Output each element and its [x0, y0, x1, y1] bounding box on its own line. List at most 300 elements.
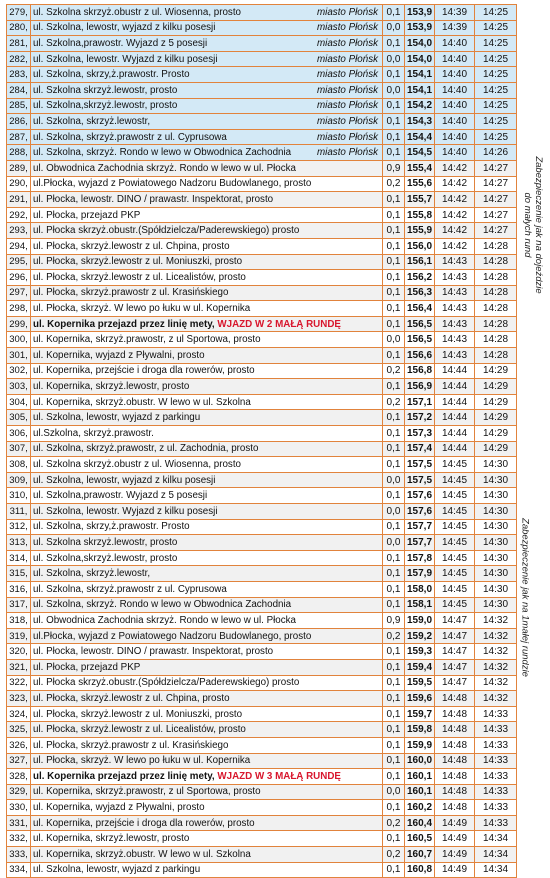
time-fast: 14:47	[435, 613, 475, 629]
route-description-text: ul. Szkolna skrzyż.obustr z ul. Wiosenna, prosto	[33, 459, 241, 471]
time-fast: 14:44	[435, 410, 475, 426]
segment-distance: 0,2	[383, 394, 405, 410]
route-description	[31, 847, 383, 863]
place-label: miasto Płońsk	[317, 84, 378, 96]
segment-distance: 0,1	[383, 426, 405, 442]
time-fast: 14:43	[435, 348, 475, 364]
cumulative-km: 157,6	[405, 488, 435, 504]
segment-distance: 0,1	[383, 488, 405, 504]
route-description-text: ul. Płocka, lewostr. DINO / prawastr. Inspektorat, prosto	[33, 646, 274, 658]
segment-distance: 0,1	[383, 519, 405, 535]
route-table-sheet	[6, 4, 516, 878]
segment-distance: 0,0	[383, 784, 405, 800]
route-description	[31, 98, 383, 114]
row-number: 310,	[7, 488, 31, 504]
route-description-text: ul. Obwodnica Zachodnia skrzyż. Rondo w lewo w ul. Płocka	[33, 614, 297, 626]
table-row	[7, 114, 517, 130]
route-description-text: ul. Szkolna, lewostr. Wyjazd z kilku posesji	[33, 505, 218, 517]
time-fast: 14:40	[435, 36, 475, 52]
segment-distance: 0,1	[383, 114, 405, 130]
place-label: miasto Płońsk	[317, 53, 378, 65]
row-number: 322,	[7, 675, 31, 691]
time-fast: 14:48	[435, 691, 475, 707]
cumulative-km: 153,9	[405, 20, 435, 36]
route-description-text: ul.Szkolna, skrzyż.prawostr.	[33, 427, 154, 439]
row-number: 331,	[7, 815, 31, 831]
row-number: 294,	[7, 238, 31, 254]
table-row	[7, 129, 517, 145]
route-description-text: ul. Szkolna, lewostr, wyjazd z parkingu	[33, 864, 201, 876]
row-number: 289,	[7, 160, 31, 176]
cumulative-km: 160,8	[405, 862, 435, 878]
segment-distance: 0,1	[383, 581, 405, 597]
time-slow: 14:30	[475, 457, 517, 473]
cumulative-km: 155,7	[405, 192, 435, 208]
table-row	[7, 566, 517, 582]
time-slow: 14:25	[475, 36, 517, 52]
segment-distance: 0,2	[383, 628, 405, 644]
route-description	[31, 145, 383, 161]
time-fast: 14:47	[435, 675, 475, 691]
route-description	[31, 613, 383, 629]
time-fast: 14:45	[435, 472, 475, 488]
cumulative-km: 159,7	[405, 706, 435, 722]
cumulative-km: 154,0	[405, 36, 435, 52]
time-slow: 14:33	[475, 815, 517, 831]
segment-distance: 0,0	[383, 472, 405, 488]
place-label: miasto Płońsk	[317, 115, 378, 127]
time-slow: 14:27	[475, 207, 517, 223]
row-number: 285,	[7, 98, 31, 114]
place-label: miasto Płońsk	[317, 6, 378, 18]
table-row	[7, 831, 517, 847]
time-slow: 14:30	[475, 472, 517, 488]
cumulative-km: 159,4	[405, 659, 435, 675]
row-number: 324,	[7, 706, 31, 722]
segment-distance: 0,9	[383, 613, 405, 629]
segment-distance: 0,2	[383, 815, 405, 831]
table-row	[7, 457, 517, 473]
time-fast: 14:43	[435, 301, 475, 317]
time-fast: 14:43	[435, 254, 475, 270]
row-number: 295,	[7, 254, 31, 270]
table-row	[7, 597, 517, 613]
time-slow: 14:30	[475, 488, 517, 504]
segment-distance: 0,1	[383, 753, 405, 769]
time-slow: 14:28	[475, 270, 517, 286]
route-description	[31, 426, 383, 442]
time-fast: 14:45	[435, 519, 475, 535]
side-note-small-lap-text: Zabezpieczenie jak na 1małej rundzie	[519, 518, 531, 677]
route-description	[31, 769, 383, 785]
route-description	[31, 254, 383, 270]
table-row	[7, 784, 517, 800]
segment-distance: 0,1	[383, 706, 405, 722]
cumulative-km: 155,4	[405, 160, 435, 176]
time-slow: 14:27	[475, 160, 517, 176]
time-slow: 14:25	[475, 98, 517, 114]
route-description-text: ul. Obwodnica Zachodnia skrzyż. Rondo w lewo w ul. Płocka	[33, 162, 297, 174]
segment-distance: 0,1	[383, 316, 405, 332]
route-description-text: ul. Szkolna, lewostr. Wyjazd z kilku posesji	[33, 53, 218, 65]
route-description-text: ul. Płocka, skrzyż. W lewo po łuku w ul. Kopernika	[33, 303, 251, 315]
cumulative-km: 154,0	[405, 51, 435, 67]
route-description	[31, 176, 383, 192]
table-row	[7, 192, 517, 208]
segment-distance: 0,1	[383, 348, 405, 364]
cumulative-km: 156,6	[405, 348, 435, 364]
cumulative-km: 158,1	[405, 597, 435, 613]
route-description	[31, 82, 383, 98]
row-number: 292,	[7, 207, 31, 223]
segment-distance: 0,1	[383, 301, 405, 317]
cumulative-km: 156,9	[405, 379, 435, 395]
row-number: 329,	[7, 784, 31, 800]
route-table-body	[7, 5, 517, 878]
cumulative-km: 155,8	[405, 207, 435, 223]
segment-distance: 0,1	[383, 862, 405, 878]
place-label: miasto Płońsk	[317, 22, 378, 34]
time-slow: 14:25	[475, 51, 517, 67]
table-row	[7, 862, 517, 878]
time-fast: 14:48	[435, 706, 475, 722]
row-number: 293,	[7, 223, 31, 239]
time-slow: 14:29	[475, 441, 517, 457]
segment-distance: 0,0	[383, 332, 405, 348]
row-number: 300,	[7, 332, 31, 348]
route-description-text: ul. Płocka, skrzyż. W lewo po łuku w ul. Kopernika	[33, 755, 251, 767]
cumulative-km: 157,7	[405, 535, 435, 551]
cumulative-km: 159,9	[405, 737, 435, 753]
route-description-text: ul. Kopernika, skrzyż.lewostr, prosto	[33, 833, 190, 845]
cumulative-km: 159,3	[405, 644, 435, 660]
segment-distance: 0,1	[383, 192, 405, 208]
time-fast: 14:47	[435, 628, 475, 644]
time-slow: 14:30	[475, 535, 517, 551]
cumulative-km: 157,5	[405, 457, 435, 473]
route-description	[31, 394, 383, 410]
segment-distance: 0,1	[383, 800, 405, 816]
cumulative-km: 159,8	[405, 722, 435, 738]
table-row	[7, 238, 517, 254]
row-number: 281,	[7, 36, 31, 52]
route-description	[31, 316, 383, 332]
time-slow: 14:30	[475, 581, 517, 597]
place-label: miasto Płońsk	[317, 131, 378, 143]
route-table	[6, 4, 517, 878]
table-row	[7, 82, 517, 98]
time-fast: 14:48	[435, 784, 475, 800]
segment-distance: 0,1	[383, 659, 405, 675]
segment-distance: 0,1	[383, 67, 405, 83]
segment-distance: 0,1	[383, 441, 405, 457]
row-number: 302,	[7, 363, 31, 379]
cumulative-km: 156,0	[405, 238, 435, 254]
route-description-text: ul. Szkolna,prawostr. Wyjazd z 5 posesji	[33, 490, 208, 502]
row-number: 328,	[7, 769, 31, 785]
table-row	[7, 753, 517, 769]
route-description	[31, 644, 383, 660]
route-description	[31, 488, 383, 504]
route-description	[31, 301, 383, 317]
segment-distance: 0,1	[383, 737, 405, 753]
route-description-text: ul. Szkolna, skrzyż.lewostr,	[33, 568, 151, 580]
table-row	[7, 67, 517, 83]
route-description-text: ul. Płocka, lewostr. DINO / prawastr. Inspektorat, prosto	[33, 193, 274, 205]
segment-distance: 0,9	[383, 160, 405, 176]
segment-distance: 0,1	[383, 36, 405, 52]
row-number: 325,	[7, 722, 31, 738]
route-description-text: ul. Płocka, przejazd PKP	[33, 661, 141, 673]
time-fast: 14:45	[435, 566, 475, 582]
route-description-text: ul. Szkolna skrzyż.lewostr, prosto	[33, 536, 178, 548]
route-description-text: ul.Płocka, wyjazd z Powiatowego Nadzoru Budowlanego, prosto	[33, 178, 312, 190]
segment-distance: 0,1	[383, 238, 405, 254]
row-number: 311,	[7, 504, 31, 520]
route-description-text: ul. Kopernika, wyjazd z Pływalni, prosto	[33, 802, 205, 814]
table-row	[7, 363, 517, 379]
route-description-text: ul. Szkolna,skrzyż.lewostr, prosto	[33, 552, 178, 564]
cumulative-km: 160,0	[405, 753, 435, 769]
time-fast: 14:49	[435, 815, 475, 831]
time-slow: 14:33	[475, 753, 517, 769]
row-number: 291,	[7, 192, 31, 208]
table-row	[7, 426, 517, 442]
route-description	[31, 831, 383, 847]
row-number: 334,	[7, 862, 31, 878]
table-row	[7, 519, 517, 535]
time-fast: 14:43	[435, 285, 475, 301]
route-description	[31, 691, 383, 707]
segment-distance: 0,0	[383, 20, 405, 36]
time-slow: 14:34	[475, 862, 517, 878]
route-description	[31, 441, 383, 457]
lap-entry-note: WJAZD W 2 MAŁĄ RUNDĘ	[217, 318, 341, 330]
cumulative-km: 154,2	[405, 98, 435, 114]
segment-distance: 0,1	[383, 129, 405, 145]
route-description	[31, 504, 383, 520]
route-description	[31, 722, 383, 738]
segment-distance: 0,1	[383, 722, 405, 738]
time-fast: 14:44	[435, 379, 475, 395]
route-description-text: ul. Płocka, skrzyż.lewostr z ul. Chpina, prosto	[33, 240, 230, 252]
time-slow: 14:30	[475, 566, 517, 582]
route-description	[31, 270, 383, 286]
route-description-text: ul. Kopernika, skrzyż.obustr. W lewo w ul. Szkolna	[33, 396, 251, 408]
route-description-text: ul. Szkolna, lewostr, wyjazd z kilku posesji	[33, 22, 216, 34]
cumulative-km: 160,1	[405, 784, 435, 800]
time-slow: 14:25	[475, 129, 517, 145]
row-number: 286,	[7, 114, 31, 130]
segment-distance: 0,0	[383, 535, 405, 551]
side-note-approach	[522, 150, 544, 300]
cumulative-km: 156,8	[405, 363, 435, 379]
time-slow: 14:28	[475, 316, 517, 332]
row-number: 327,	[7, 753, 31, 769]
time-fast: 14:40	[435, 114, 475, 130]
table-row	[7, 441, 517, 457]
time-slow: 14:28	[475, 301, 517, 317]
route-description-text: ul. Szkolna skrzyż.obustr z ul. Wiosenna, prosto	[33, 6, 241, 18]
route-description-text: ul. Szkolna skrzyż.lewostr, prosto	[33, 84, 178, 96]
cumulative-km: 157,7	[405, 519, 435, 535]
table-row	[7, 488, 517, 504]
time-fast: 14:42	[435, 176, 475, 192]
time-slow: 14:32	[475, 659, 517, 675]
route-description	[31, 5, 383, 21]
segment-distance: 0,1	[383, 285, 405, 301]
table-row	[7, 332, 517, 348]
route-description-text: ul. Kopernika, skrzyż.lewostr, prosto	[33, 381, 190, 393]
time-fast: 14:45	[435, 488, 475, 504]
time-slow: 14:32	[475, 613, 517, 629]
table-row	[7, 36, 517, 52]
time-fast: 14:48	[435, 737, 475, 753]
route-description	[31, 753, 383, 769]
table-row	[7, 301, 517, 317]
route-description	[31, 223, 383, 239]
row-number: 321,	[7, 659, 31, 675]
time-fast: 14:49	[435, 847, 475, 863]
route-description-text: ul. Płocka skrzyż.obustr.(Spółdzielcza/Paderewskiego) prosto	[33, 677, 300, 689]
cumulative-km: 156,2	[405, 270, 435, 286]
time-slow: 14:29	[475, 379, 517, 395]
time-slow: 14:33	[475, 800, 517, 816]
route-description	[31, 20, 383, 36]
time-fast: 14:40	[435, 67, 475, 83]
route-description-text: ul. Szkolna, skrzyż.prawostr z ul. Cyprusowa	[33, 583, 227, 595]
segment-distance: 0,2	[383, 363, 405, 379]
time-slow: 14:28	[475, 285, 517, 301]
row-number: 320,	[7, 644, 31, 660]
place-label: miasto Płońsk	[317, 147, 378, 159]
route-description	[31, 815, 383, 831]
route-description	[31, 129, 383, 145]
row-number: 313,	[7, 535, 31, 551]
time-slow: 14:32	[475, 628, 517, 644]
row-number: 283,	[7, 67, 31, 83]
table-row	[7, 254, 517, 270]
segment-distance: 0,1	[383, 270, 405, 286]
cumulative-km: 160,2	[405, 800, 435, 816]
cumulative-km: 157,8	[405, 550, 435, 566]
time-fast: 14:45	[435, 535, 475, 551]
route-description	[31, 597, 383, 613]
route-description	[31, 706, 383, 722]
route-description-text: ul. Szkolna, skrzyż.prawostr, z ul. Zachodnia, prosto	[33, 443, 259, 455]
route-description	[31, 36, 383, 52]
segment-distance: 0,0	[383, 82, 405, 98]
route-description-text: ul. Kopernika, przejście i droga dla rowerów, prosto	[33, 817, 255, 829]
time-fast: 14:40	[435, 145, 475, 161]
table-row	[7, 659, 517, 675]
row-number: 287,	[7, 129, 31, 145]
cumulative-km: 156,3	[405, 285, 435, 301]
time-fast: 14:48	[435, 800, 475, 816]
route-description	[31, 457, 383, 473]
row-number: 333,	[7, 847, 31, 863]
time-slow: 14:30	[475, 597, 517, 613]
row-number: 330,	[7, 800, 31, 816]
segment-distance: 0,1	[383, 5, 405, 21]
segment-distance: 0,1	[383, 98, 405, 114]
table-row	[7, 815, 517, 831]
cumulative-km: 158,0	[405, 581, 435, 597]
table-row	[7, 722, 517, 738]
time-fast: 14:44	[435, 363, 475, 379]
time-slow: 14:33	[475, 706, 517, 722]
time-fast: 14:45	[435, 550, 475, 566]
row-number: 279,	[7, 5, 31, 21]
route-description-text: ul. Szkolna, lewostr, wyjazd z kilku posesji	[33, 474, 216, 486]
table-row	[7, 644, 517, 660]
route-description	[31, 363, 383, 379]
table-row	[7, 535, 517, 551]
time-slow: 14:28	[475, 238, 517, 254]
route-description-text: ul. Szkolna, skrzyż.prawostr z ul. Cyprusowa	[33, 131, 227, 143]
time-fast: 14:42	[435, 238, 475, 254]
time-fast: 14:43	[435, 332, 475, 348]
route-description-text: ul. Kopernika, skrzyż.prawostr, z ul Sportowa, prosto	[33, 786, 261, 798]
time-fast: 14:39	[435, 5, 475, 21]
table-row	[7, 270, 517, 286]
segment-distance: 0,1	[383, 254, 405, 270]
time-fast: 14:48	[435, 722, 475, 738]
row-number: 323,	[7, 691, 31, 707]
segment-distance: 0,1	[383, 566, 405, 582]
row-number: 296,	[7, 270, 31, 286]
time-slow: 14:29	[475, 410, 517, 426]
time-slow: 14:32	[475, 691, 517, 707]
route-description	[31, 472, 383, 488]
time-slow: 14:26	[475, 145, 517, 161]
row-number: 305,	[7, 410, 31, 426]
route-description	[31, 519, 383, 535]
table-row	[7, 285, 517, 301]
time-fast: 14:49	[435, 862, 475, 878]
route-description-text: ul. Szkolna, skrzyż.lewostr,	[33, 115, 151, 127]
cumulative-km: 155,9	[405, 223, 435, 239]
segment-distance: 0,1	[383, 223, 405, 239]
table-row	[7, 394, 517, 410]
segment-distance: 0,1	[383, 145, 405, 161]
segment-distance: 0,1	[383, 644, 405, 660]
route-description	[31, 675, 383, 691]
cumulative-km: 156,4	[405, 301, 435, 317]
row-number: 301,	[7, 348, 31, 364]
cumulative-km: 155,6	[405, 176, 435, 192]
cumulative-km: 156,5	[405, 332, 435, 348]
cumulative-km: 159,0	[405, 613, 435, 629]
time-slow: 14:33	[475, 784, 517, 800]
time-slow: 14:25	[475, 20, 517, 36]
time-slow: 14:30	[475, 550, 517, 566]
segment-distance: 0,1	[383, 550, 405, 566]
route-description-text: ul. Kopernika, skrzyż.obustr. W lewo w ul. Szkolna	[33, 848, 251, 860]
row-number: 319,	[7, 628, 31, 644]
segment-distance: 0,1	[383, 410, 405, 426]
time-fast: 14:40	[435, 82, 475, 98]
time-slow: 14:28	[475, 332, 517, 348]
cumulative-km: 153,9	[405, 5, 435, 21]
row-number: 314,	[7, 550, 31, 566]
route-description-text: ul. Szkolna, skrzyż. Rondo w lewo w Obwodnica Zachodnia	[33, 599, 292, 611]
time-fast: 14:39	[435, 20, 475, 36]
table-row	[7, 20, 517, 36]
time-slow: 14:29	[475, 426, 517, 442]
time-fast: 14:43	[435, 270, 475, 286]
table-row	[7, 348, 517, 364]
